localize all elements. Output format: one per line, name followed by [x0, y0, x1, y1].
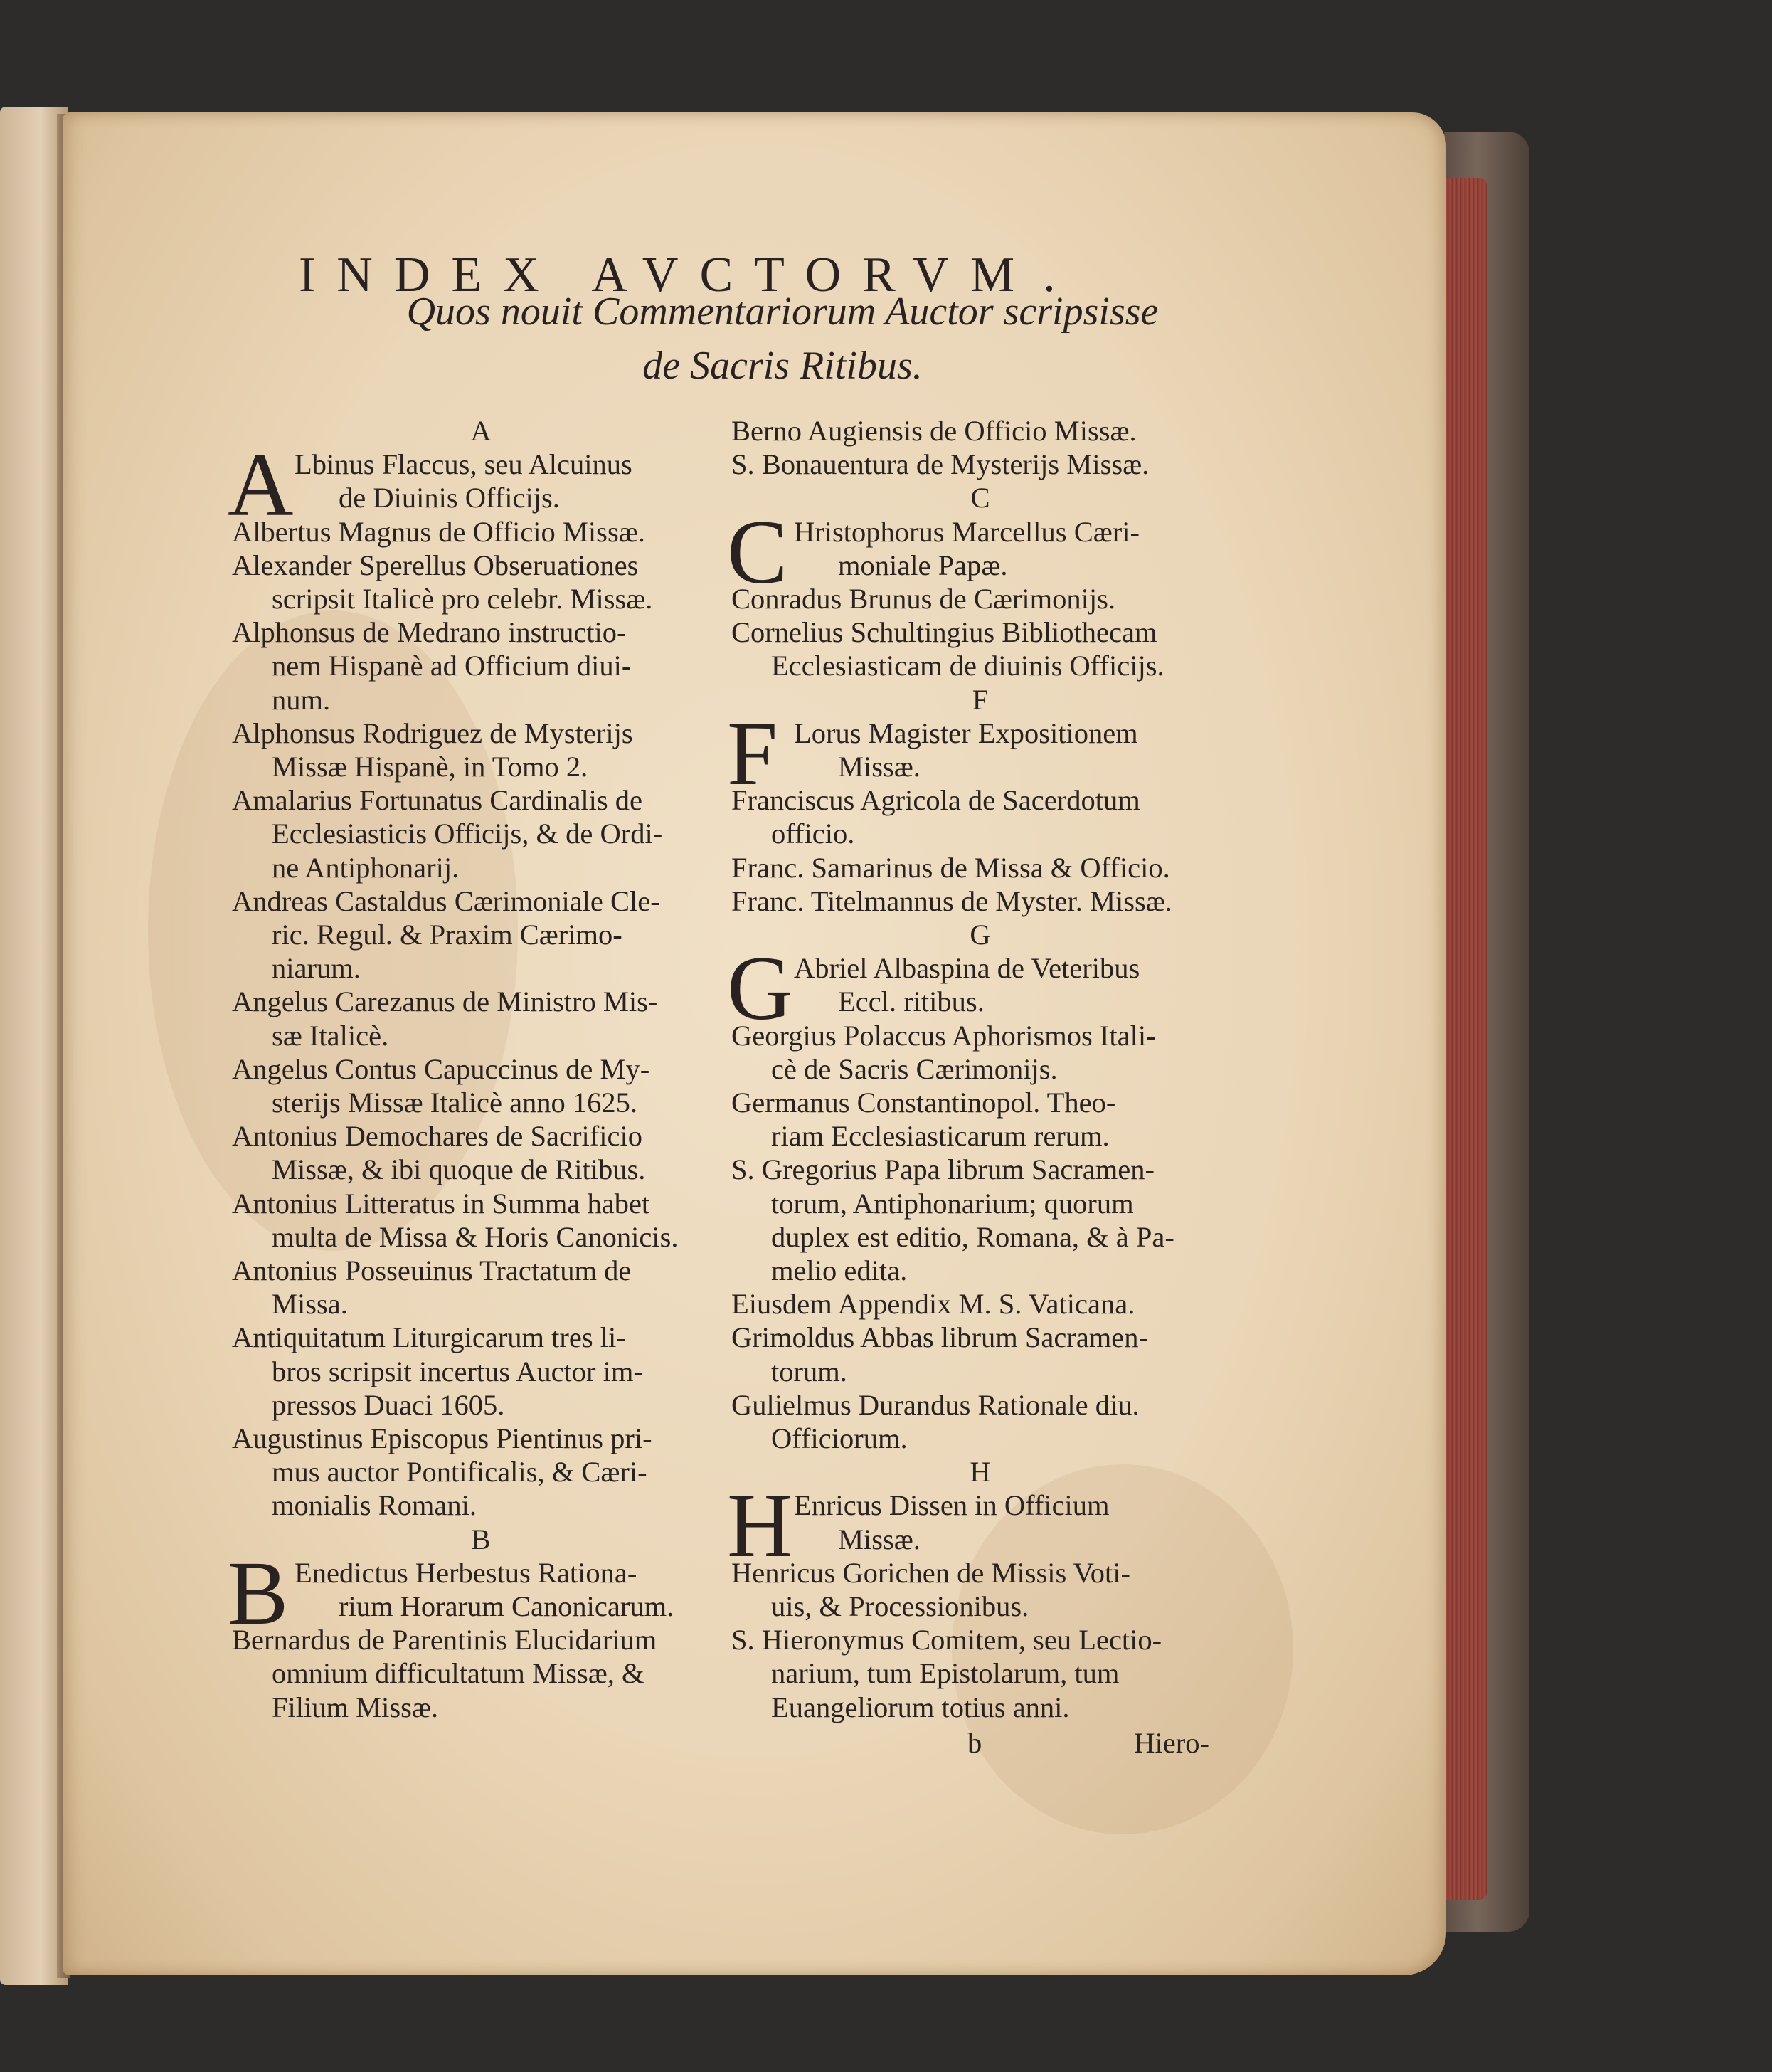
index-entry [731, 582, 1229, 615]
entry-line: cè de Sacris Cærimonijs. [771, 1052, 1058, 1085]
index-entry [731, 1623, 1229, 1724]
page-subtitle [285, 285, 1280, 393]
index-entry [232, 549, 730, 615]
entry-line: Augustinus Episcopus Pientinus pri- [232, 1422, 652, 1455]
entry-line: Angelus Contus Capuccinus de My- [232, 1052, 650, 1085]
entry-line: Franc. Samarinus de Missa & Officio. [731, 851, 1170, 884]
entry-line: Andreas Castaldus Cærimoniale Cle- [232, 884, 660, 917]
entry-line: de Diuinis Officijs. [339, 482, 560, 514]
section-letter: G [970, 919, 991, 951]
entry-line: Euangeliorum totius anni. [771, 1691, 1070, 1723]
index-entry [232, 1422, 730, 1523]
entry-line: Bernardus de Parentinis Elucidarium [232, 1624, 657, 1656]
entry-line: monialis Romani. [272, 1489, 477, 1522]
index-entry [232, 985, 730, 1052]
entry-line: Filium Missæ. [272, 1691, 439, 1723]
index-entry [232, 884, 730, 985]
entry-line: Enedictus Herbestus Rationa- [295, 1556, 637, 1589]
entry-line: num. [272, 683, 331, 716]
entry-line: Conradus Brunus de Cærimonijs. [731, 583, 1116, 615]
entry-line: Alexander Sperellus Obseruationes [232, 549, 639, 581]
entry-line: Abriel Albaspina de Veteribus [794, 952, 1140, 985]
entry-line: riam Ecclesiasticarum rerum. [771, 1120, 1110, 1153]
index-entry [731, 414, 1229, 448]
index-entry [232, 1321, 730, 1422]
index-entry [731, 1153, 1229, 1287]
section-letter: C [970, 482, 990, 514]
index-entry [731, 1556, 1229, 1623]
entry-line: S. Gregorius Papa librum Sacramen- [731, 1153, 1155, 1186]
entry-line: Alphonsus Rodriguez de Mysterijs [232, 717, 633, 749]
entry-line: Antiquitatum Liturgicarum tres li- [232, 1321, 626, 1354]
entry-line: Amalarius Fortunatus Cardinalis de [232, 784, 643, 817]
index-entry [232, 615, 730, 717]
entry-line: Berno Augiensis de Officio Missæ. [731, 415, 1137, 447]
section-letter: H [970, 1456, 991, 1489]
entry-line: rium Horarum Canonicarum. [339, 1590, 674, 1623]
entry-line: Missa. [272, 1288, 348, 1321]
entry-line: niarum. [272, 952, 361, 985]
entry-line: S. Bonauentura de Mysterijs Missæ. [731, 448, 1150, 481]
entry-line: torum. [771, 1355, 847, 1388]
entry-line: Missæ. [838, 751, 921, 783]
index-entry [731, 851, 1229, 884]
index-entry [232, 1187, 730, 1254]
entry-line: omnium difficultatum Missæ, & [272, 1657, 644, 1690]
entry-line: Eccl. ritibus. [838, 985, 985, 1018]
entry-line: Enricus Dissen in Officium [794, 1489, 1110, 1522]
drop-initial: H [727, 1475, 793, 1577]
entry-line: uis, & Processionibus. [771, 1590, 1029, 1623]
index-entry [731, 783, 1229, 850]
entry-line: Lbinus Flaccus, seu Alcuinus [295, 448, 632, 481]
section-letter: F [972, 683, 989, 716]
entry-line: S. Hieronymus Comitem, seu Lectio- [731, 1624, 1162, 1656]
entry-line: Antonius Demochares de Sacrificio [232, 1120, 642, 1153]
index-column-left [228, 414, 730, 1724]
entry-line: Missæ, & ibi quoque de Ritibus. [272, 1153, 646, 1186]
drop-initial: B [228, 1542, 289, 1644]
entry-line: narium, tum Epistolarum, tum [771, 1657, 1120, 1690]
entry-line: Alphonsus de Medrano instructio- [232, 616, 627, 649]
entry-line: sæ Italicè. [272, 1019, 389, 1052]
index-entry [731, 1086, 1229, 1153]
entry-line: Angelus Carezanus de Ministro Mis- [232, 985, 658, 1018]
entry-line: nem Hispanè ad Officium diui- [272, 650, 632, 682]
red-page-edges [1444, 178, 1487, 1900]
entry-line: sterijs Missæ Italicè anno 1625. [272, 1087, 638, 1119]
entry-line: Lorus Magister Expositionem [794, 717, 1138, 749]
entry-line: Grimoldus Abbas librum Sacramen- [731, 1321, 1149, 1354]
index-entry [731, 1287, 1229, 1321]
index-entry [232, 717, 730, 783]
entry-line: Missæ Hispanè, in Tomo 2. [272, 751, 588, 783]
entry-line: Henricus Gorichen de Missis Voti- [731, 1556, 1130, 1589]
index-entry [232, 1119, 730, 1186]
entry-line: Albertus Magnus de Officio Missæ. [232, 515, 645, 548]
index-entry [232, 515, 730, 549]
index-entry [731, 1019, 1229, 1086]
entry-line: multa de Missa & Horis Canonicis. [272, 1220, 679, 1253]
index-entry [232, 1254, 730, 1321]
index-column-right [727, 414, 1229, 1724]
entry-line: Officiorum. [771, 1422, 908, 1455]
entry-line: Ecclesiasticis Officijs, & de Ordi- [272, 818, 663, 850]
entry-line: duplex est editio, Romana, & à Pa- [771, 1220, 1174, 1253]
page-title: INDEX AVCTORVM . [299, 247, 1056, 302]
entry-line: bros scripsit incertus Auctor im- [272, 1355, 643, 1388]
section-letter: B [471, 1523, 491, 1555]
subtitle-line: Quos nouit Commentariorum Auctor scripsisse [406, 290, 1159, 334]
drop-initial: C [727, 501, 788, 603]
entry-line: Antonius Litteratus in Summa habet [232, 1187, 650, 1220]
entry-line: ric. Regul. & Praxim Cærimo- [272, 919, 622, 951]
entry-line: melio edita. [771, 1254, 908, 1287]
entry-line: mus auctor Pontificalis, & Cæri- [272, 1456, 647, 1489]
entry-line: moniale Papæ. [838, 549, 1008, 581]
entry-line: Antonius Posseuinus Tractatum de [232, 1254, 632, 1287]
entry-line: scripsit Italicè pro celebr. Missæ. [272, 583, 653, 615]
entry-line: Gulielmus Durandus Rationale diu. [731, 1388, 1140, 1421]
entry-line: Missæ. [838, 1523, 921, 1555]
entry-line: Franc. Titelmannus de Myster. Missæ. [731, 884, 1172, 917]
entry-line: pressos Duaci 1605. [272, 1388, 505, 1421]
index-entry [731, 615, 1229, 682]
section-letter: A [470, 415, 492, 447]
drop-initial: G [727, 938, 793, 1040]
drop-initial: F [727, 702, 778, 804]
entry-line: ne Antiphonarij. [272, 851, 460, 884]
entry-line: torum, Antiphonarium; quorum [771, 1187, 1134, 1220]
entry-line: Germanus Constantinopol. Theo- [731, 1087, 1116, 1119]
index-entry [731, 884, 1229, 918]
index-entry [232, 1623, 730, 1724]
entry-line: Georgius Polaccus Aphorismos Itali- [731, 1019, 1156, 1052]
index-entry [731, 1321, 1229, 1388]
subtitle-line: de Sacris Ritibus. [642, 344, 923, 388]
index-entry [731, 1388, 1229, 1455]
catchword: Hiero- [1134, 1727, 1209, 1759]
entry-line: Eiusdem Appendix M. S. Vaticana. [731, 1288, 1135, 1321]
entry-line: officio. [771, 818, 855, 850]
entry-line: Ecclesiasticam de diuinis Officijs. [771, 650, 1164, 682]
entry-line: Hristophorus Marcellus Cæri- [794, 515, 1140, 548]
entry-line: Cornelius Schultingius Bibliothecam [731, 616, 1157, 649]
entry-line: Franciscus Agricola de Sacerdotum [731, 784, 1140, 817]
index-entry [232, 783, 730, 884]
index-entry [232, 1052, 730, 1119]
signature-mark: b [967, 1727, 982, 1759]
drop-initial: A [228, 434, 294, 536]
index-entry [731, 448, 1229, 481]
